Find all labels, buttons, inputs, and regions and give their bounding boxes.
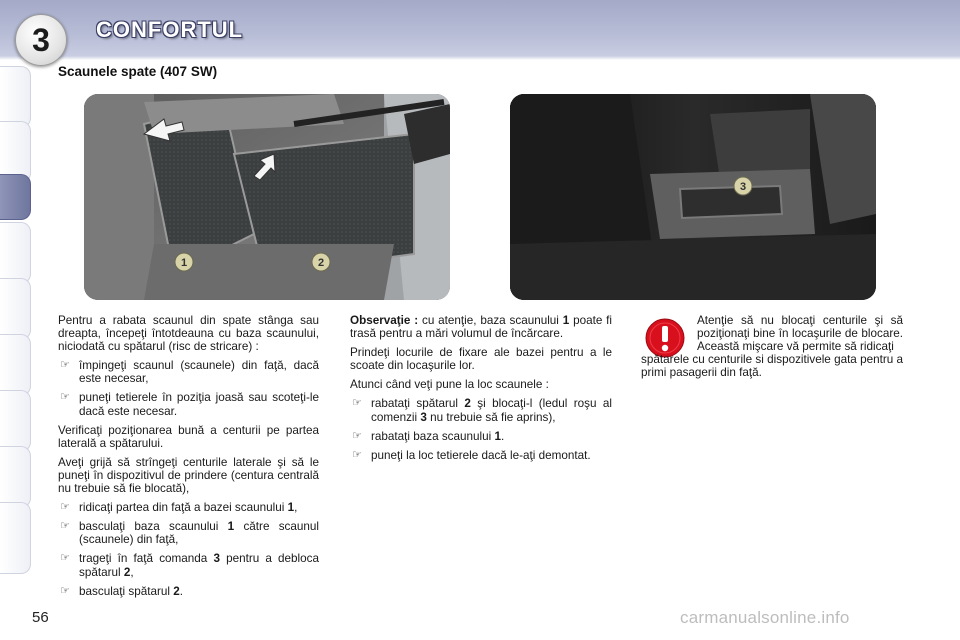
chapter-tabs — [0, 66, 34, 576]
text-run: rabataţi spătarul — [371, 397, 465, 411]
chapter-number: 3 — [32, 21, 50, 58]
photo-label-2: 2 — [317, 257, 325, 269]
release-control-illustration — [510, 94, 876, 300]
ref-number: 3 — [213, 552, 220, 566]
warning-text-lead: Atenţie să nu blocaţi centurile şi să poziţionaţi bine în locaşurile de blocare. Această mişcare vă permite să ridicaţi — [697, 314, 903, 354]
list-item — [350, 397, 612, 423]
list-item — [350, 449, 612, 462]
photo-label-1: 1 — [180, 257, 188, 269]
fixing-text: Prindeţi locurile de fixare ale bazei pentru a le scoate din locaşurile lor. — [350, 346, 612, 373]
list-item — [58, 520, 319, 546]
bullet-text: puneţi tetierele în poziţia joasă sau scoteţi-le dacă este necesar. — [79, 391, 319, 418]
bullet-text — [371, 397, 612, 423]
bullet-text — [79, 585, 319, 598]
watermark: carmanualsonline.info — [680, 608, 850, 627]
text-run: , — [294, 501, 298, 515]
text-run: , — [130, 565, 134, 579]
photo-rear-seat-folding — [84, 94, 450, 300]
text-run: basculaţi baza scaunului — [79, 520, 228, 534]
photo-label-3: 3 — [739, 181, 747, 193]
bullet-text — [79, 520, 319, 546]
rear-seat-illustration — [84, 94, 450, 300]
chapter-title: CONFORTUL — [96, 17, 244, 42]
refit-intro: Atunci când veţi pune la loc scaunele : — [350, 378, 549, 392]
pointing-hand-icon: ☞ — [352, 429, 362, 442]
bullet-text — [371, 430, 612, 443]
check-belt-text: Verificaţi poziţionarea bună a centurii pe partea laterală a spătarului. — [58, 423, 319, 450]
chapter-tab-1[interactable] — [0, 66, 31, 128]
page-number: 56 — [32, 609, 49, 626]
chapter-tab-5[interactable] — [0, 278, 31, 340]
list-item — [58, 552, 319, 578]
pointing-hand-icon: ☞ — [60, 552, 70, 565]
pointing-hand-icon: ☞ — [60, 584, 70, 597]
text-run: cu atenţie, baza scaunului — [418, 314, 563, 327]
ref-number: 1 — [287, 501, 295, 515]
ref-number: 2 — [123, 565, 131, 579]
list-item — [58, 501, 319, 514]
text-run: ridicaţi partea din faţă a bazei scaunului — [79, 501, 288, 515]
pointing-hand-icon: ☞ — [60, 391, 70, 404]
text-run: basculaţi spătarul — [79, 584, 174, 598]
bullet-text — [79, 552, 319, 578]
text-run: trageţi în faţă comanda — [79, 552, 214, 566]
text-run: nu trebuie să fie aprins), — [426, 410, 556, 424]
observation-label: Observaţie : — [350, 314, 419, 327]
ref-number: 3 — [420, 410, 427, 424]
chapter-tab-3-active[interactable] — [0, 174, 31, 220]
bullet-text — [79, 501, 319, 514]
ref-number: 2 — [173, 584, 180, 598]
belt-care-text: Aveţi grijă să strîngeţi centurile laterale şi să le puneţi în dispozitivul de prindere (centura centrală nu trebuie să fie blocată), — [58, 455, 319, 496]
pointing-hand-icon: ☞ — [60, 359, 70, 372]
chapter-number-badge — [15, 14, 67, 66]
list-item — [58, 391, 319, 417]
text-run: . — [179, 584, 183, 598]
pointing-hand-icon: ☞ — [352, 397, 362, 410]
text-run: rabataţi baza scaunului — [371, 429, 495, 443]
text-run: . — [500, 429, 505, 443]
folding-intro: Pentru a rabata scaunul din spate stânga sau dreapta, începeţi întotdeauna cu baza scaunului, niciodată cu spătarul (risc de stricare) : — [58, 314, 319, 354]
header-shade — [0, 56, 960, 60]
pointing-hand-icon: ☞ — [60, 501, 70, 514]
ref-number: 1 — [227, 520, 235, 534]
text-run: către scaunul (scaunele) din faţă, — [79, 520, 319, 547]
photo-backrest-release-control — [510, 94, 876, 300]
ref-number: 1 — [494, 429, 501, 443]
text-column-2 — [350, 314, 612, 468]
section-title: Scaunele spate (407 SW) — [58, 64, 218, 79]
pointing-hand-icon: ☞ — [352, 448, 362, 461]
pointing-hand-icon: ☞ — [60, 520, 70, 533]
chapter-tab-8[interactable] — [0, 446, 31, 508]
bullet-text: puneţi la loc tetierele dacă le-aţi demontat. — [371, 448, 591, 462]
chapter-tab-9[interactable] — [0, 502, 31, 574]
text-run: poate fi trasă pentru a mări volumul de încărcare. — [350, 314, 612, 341]
warning-text-rest: spătarele cu centurile si dispozitivele gata pentru a primi pasagerii din faţă. — [641, 353, 903, 380]
ref-number: 1 — [562, 314, 570, 327]
bullet-text: împingeţi scaunul (scaunele) din faţă, dacă este necesar, — [79, 359, 319, 386]
observation-text — [350, 314, 612, 340]
chapter-tab-7[interactable] — [0, 390, 31, 452]
ref-number: 2 — [464, 397, 471, 411]
text-run: şi blocaţi-l (ledul roşu al comenzii — [371, 397, 612, 424]
list-item — [58, 359, 319, 385]
text-column-1 — [58, 314, 319, 604]
list-item — [350, 430, 612, 443]
chapter-tab-6[interactable] — [0, 334, 31, 396]
list-item — [58, 585, 319, 598]
text-column-3 — [641, 314, 903, 379]
text-run: pentru a debloca spătarul — [79, 552, 319, 579]
chapter-tab-4[interactable] — [0, 222, 31, 284]
